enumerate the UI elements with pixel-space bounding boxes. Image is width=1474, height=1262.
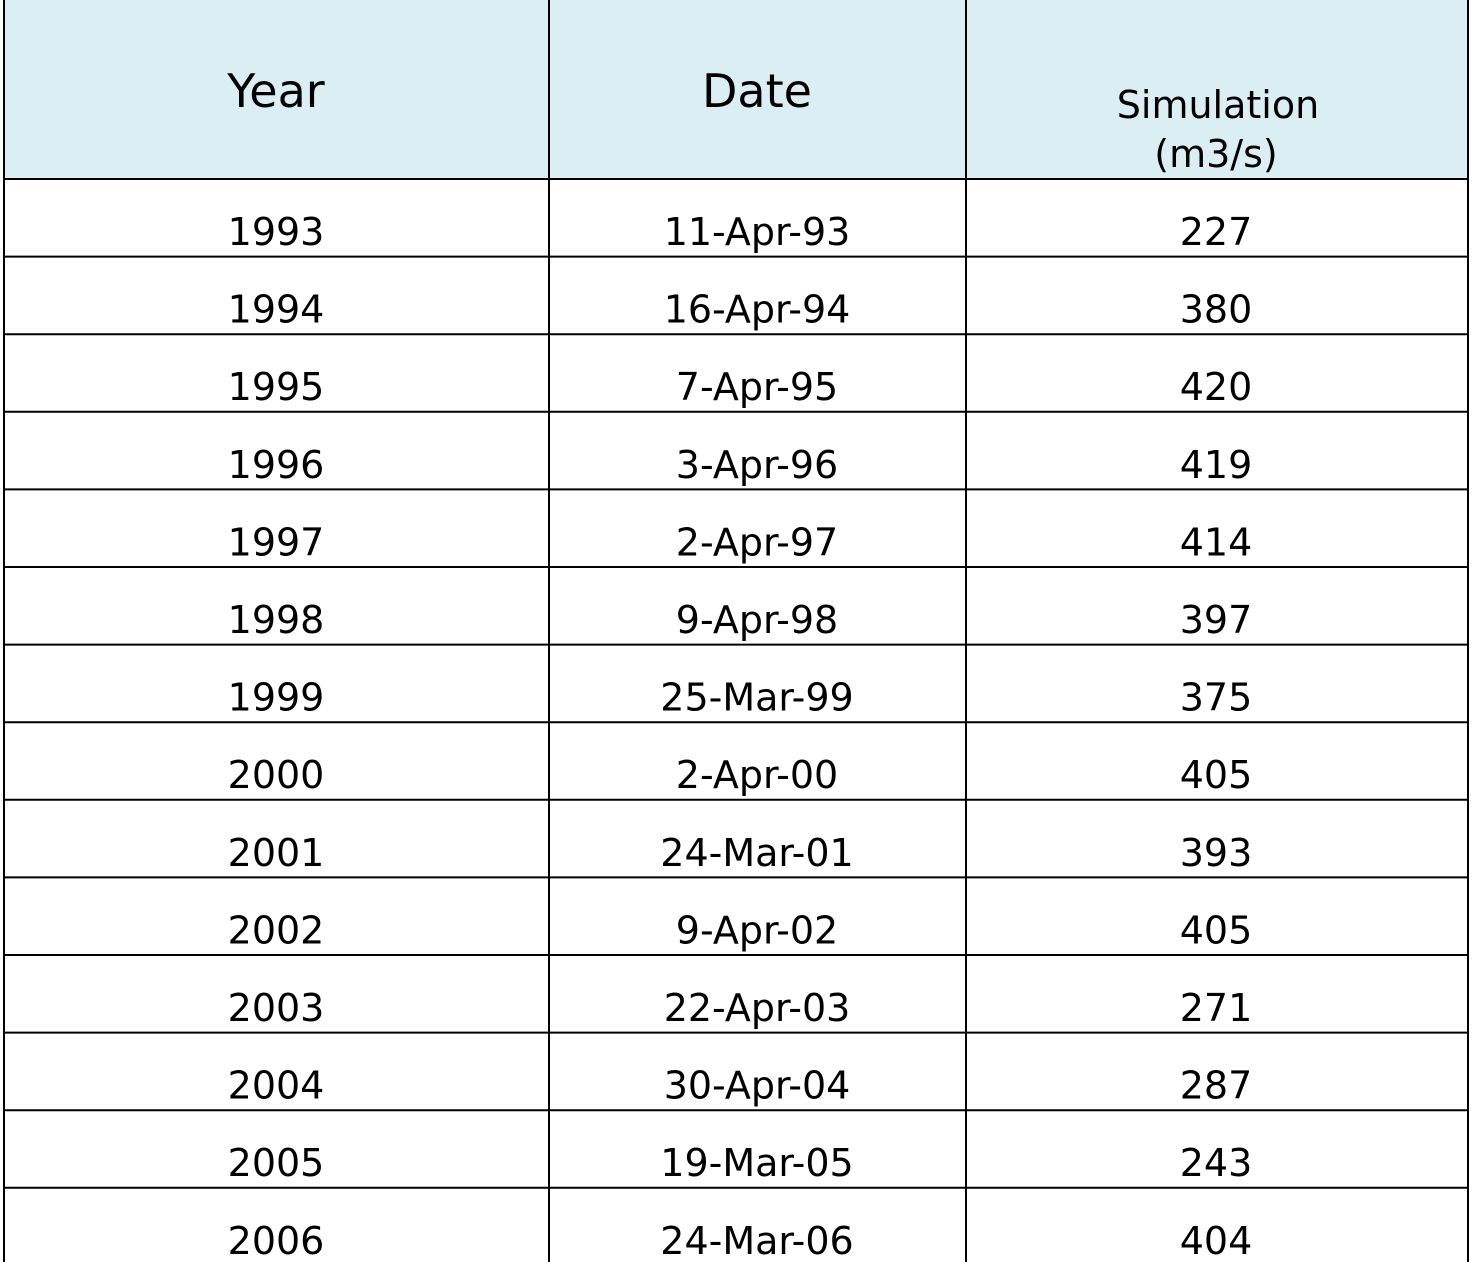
cell-year: 1994 [227,287,325,332]
table-row [228,520,1253,564]
cell-simulation: 243 [1179,1141,1253,1186]
cell-simulation: 420 [1179,365,1253,410]
cell-date: 30-Apr-04 [663,1063,851,1108]
cell-year: 2005 [227,1141,325,1186]
cell-year: 1999 [227,675,325,720]
cell-simulation: 405 [1179,908,1253,953]
cell-year: 2002 [227,908,325,953]
cell-year: 1993 [227,210,325,254]
cell-simulation: 287 [1179,1063,1253,1108]
cell-simulation: 414 [1179,520,1253,565]
cell-date: 16-Apr-94 [663,287,851,332]
header-year: Year [227,64,325,118]
table-row [228,1064,1253,1108]
cell-date: 2-Apr-97 [675,520,839,565]
cell-simulation: 419 [1179,442,1253,487]
header-simulation-line1: Simulation [1116,83,1320,127]
cell-year: 1995 [227,365,325,410]
cell-date: 22-Apr-03 [663,986,851,1030]
table-row [228,908,1253,952]
table-row [228,443,1253,487]
cell-simulation: 380 [1179,287,1253,332]
table-row [228,1141,1253,1185]
cell-date: 24-Mar-01 [660,830,854,875]
cell-date: 7-Apr-95 [675,365,839,410]
cell-year: 2004 [227,1063,325,1108]
table-row [228,210,1253,254]
cell-date: 9-Apr-98 [675,598,839,642]
table-row [228,365,1253,409]
cell-simulation: 227 [1179,210,1253,254]
cell-date: 9-Apr-02 [675,908,839,953]
table-row [228,288,1253,332]
cell-date: 24-Mar-06 [660,1218,854,1262]
cell-year: 2001 [227,830,325,875]
header-date: Date [702,64,812,118]
cell-simulation: 397 [1179,598,1253,642]
cell-simulation: 393 [1179,830,1253,875]
cell-year: 2000 [227,753,325,798]
table-row [228,1219,1253,1262]
table-row [228,676,1253,720]
cell-year: 1997 [227,520,325,565]
table-row [228,598,1253,642]
table-row [228,986,1253,1030]
table-row [228,831,1253,875]
cell-date: 19-Mar-05 [660,1141,854,1186]
cell-year: 1998 [227,598,325,642]
cell-simulation: 375 [1179,675,1253,720]
table-row [228,753,1253,797]
cell-year: 2006 [227,1218,325,1262]
cell-simulation: 271 [1179,986,1253,1030]
header-simulation-line2: (m3/s) [1154,132,1278,176]
cell-year: 1996 [227,442,325,487]
table-body [228,210,1253,1262]
cell-year: 2003 [227,986,325,1030]
cell-date: 25-Mar-99 [660,675,854,720]
cell-simulation: 404 [1179,1218,1253,1262]
cell-simulation: 405 [1179,753,1253,798]
cell-date: 3-Apr-96 [675,442,839,487]
cell-date: 2-Apr-00 [675,753,839,798]
cell-date: 11-Apr-93 [663,210,851,254]
